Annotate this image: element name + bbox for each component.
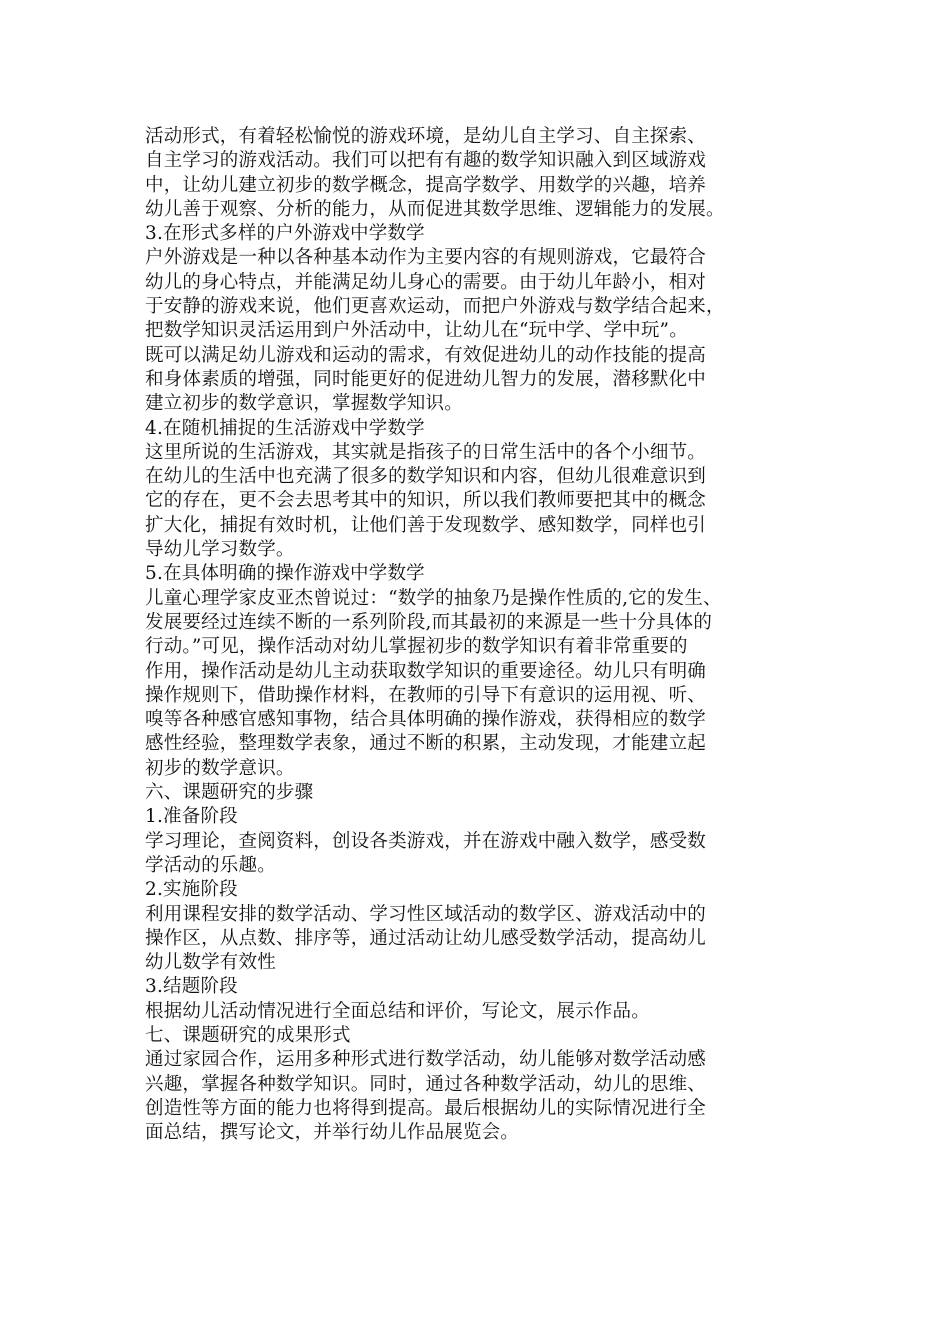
text-line: 幼儿的身心特点，并能满足幼儿身心的需要。由于幼儿年龄小，相对 bbox=[145, 271, 707, 293]
text-line: 活动形式，有着轻松愉悦的游戏环境，是幼儿自主学习、自主探索、 bbox=[145, 126, 707, 147]
text-line: 操作规则下，借助操作材料，在教师的引导下有意识的运用视、听、 bbox=[145, 684, 707, 706]
section-heading: 3.结题阶段 bbox=[145, 976, 238, 998]
text-line: 户外游戏是一种以各种基本动作为主要内容的有规则游戏，它最符合 bbox=[145, 247, 707, 269]
text-line: 作用，操作活动是幼儿主动获取数学知识的重要途径。幼儿只有明确 bbox=[145, 660, 707, 682]
text-line: 在幼儿的生活中也充满了很多的数学知识和内容，但幼儿很难意识到 bbox=[145, 466, 707, 488]
text-line: 这里所说的生活游戏，其实就是指孩子的日常生活中的各个小细节。 bbox=[145, 441, 707, 463]
text-line: 自主学习的游戏活动。我们可以把有有趣的数学知识融入到区域游戏 bbox=[145, 150, 707, 172]
text-line: 它的存在，更不会去思考其中的知识，所以我们教师要把其中的概念 bbox=[145, 490, 707, 512]
text-line: 根据幼儿活动情况进行全面总结和评价，写论文，展示作品。 bbox=[145, 1000, 650, 1022]
text-line: 中，让幼儿建立初步的数学概念，提高学数学、用数学的兴趣，培养 bbox=[145, 174, 707, 196]
text-line: 操作区，从点数、排序等，通过活动让幼儿感受数学活动，提高幼儿 bbox=[145, 927, 707, 949]
chapter-heading: 七、课题研究的成果形式 bbox=[145, 1024, 351, 1046]
document-page bbox=[145, 125, 825, 1145]
chapter-heading: 六、课题研究的步骤 bbox=[145, 782, 314, 804]
text-line: 儿童心理学家皮亚杰曾说过：“数学的抽象乃是操作性质的,它的发生、 bbox=[145, 587, 722, 609]
text-line: 既可以满足幼儿游戏和运动的需求，有效促进幼儿的动作技能的提高 bbox=[145, 344, 707, 366]
text-line: 利用课程安排的数学活动、学习性区域活动的数学区、游戏活动中的 bbox=[145, 903, 707, 925]
text-line: 学习理论，查阅资料，创设各类游戏，并在游戏中融入数学，感受数 bbox=[145, 830, 707, 852]
text-line: 把数学知识灵活运用到户外活动中，让幼儿在“玩中学、学中玩”。 bbox=[145, 320, 688, 342]
text-line: 和身体素质的增强，同时能更好的促进幼儿智力的发展，潜移默化中 bbox=[145, 368, 707, 390]
section-heading: 5.在具体明确的操作游戏中学数学 bbox=[145, 563, 425, 585]
text-line: 发展要经过连续不断的一系列阶段,而其最初的来源是一些十分具体的 bbox=[145, 611, 713, 633]
text-line: 通过家园合作，运用多种形式进行数学活动，幼儿能够对数学活动感 bbox=[145, 1049, 707, 1071]
text-line: 幼儿数学有效性 bbox=[145, 952, 276, 974]
text-line: 导幼儿学习数学。 bbox=[145, 539, 295, 561]
text-line: 于安静的游戏来说，他们更喜欢运动，而把户外游戏与数学结合起来， bbox=[145, 296, 725, 318]
text-line: 建立初步的数学意识，掌握数学知识。 bbox=[145, 393, 463, 415]
text-line: 面总结，撰写论文，并举行幼儿作品展览会。 bbox=[145, 1122, 520, 1144]
text-line: 嗅等各种感官感知事物，结合具体明确的操作游戏，获得相应的数学 bbox=[145, 709, 707, 731]
text-line: 兴趣，掌握各种数学知识。同时，通过各种数学活动，幼儿的思维、 bbox=[145, 1073, 707, 1095]
text-line: 创造性等方面的能力也将得到提高。最后根据幼儿的实际情况进行全 bbox=[145, 1097, 707, 1119]
section-heading: 3.在形式多样的户外游戏中学数学 bbox=[145, 223, 425, 245]
text-line: 行动。”可见，操作活动对幼儿掌握初步的数学知识有着非常重要的 bbox=[145, 636, 688, 658]
text-line: 学活动的乐趣。 bbox=[145, 854, 276, 876]
text-line: 扩大化，捕捉有效时机，让他们善于发现数学、感知数学，同样也引 bbox=[145, 514, 707, 536]
section-heading: 1.准备阶段 bbox=[145, 806, 238, 828]
section-heading: 2.实施阶段 bbox=[145, 879, 238, 901]
text-line: 初步的数学意识。 bbox=[145, 757, 295, 779]
text-line: 幼儿善于观察、分析的能力，从而促进其数学思维、逻辑能力的发展。 bbox=[145, 198, 725, 220]
section-heading: 4.在随机捕捉的生活游戏中学数学 bbox=[145, 417, 425, 439]
text-line: 感性经验，整理数学表象，通过不断的积累，主动发现，才能建立起 bbox=[145, 733, 707, 755]
